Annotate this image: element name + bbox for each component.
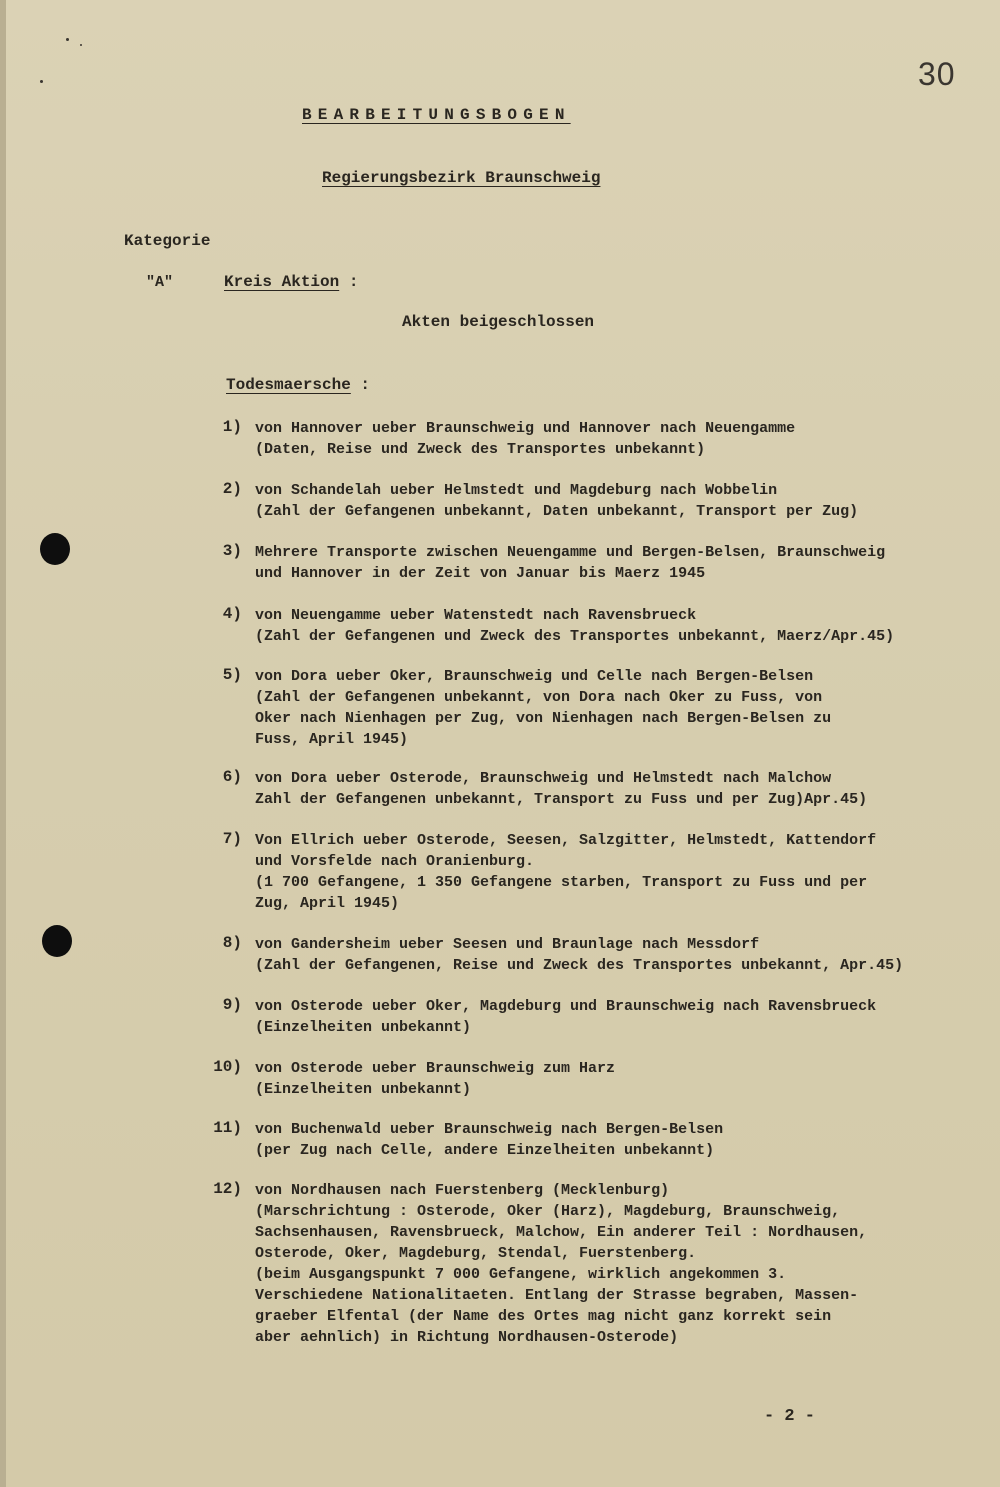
list-item-line: von Schandelah ueber Helmstedt und Magdeburg nach Wobbelin — [255, 482, 778, 499]
list-item-line: Von Ellrich ueber Osterode, Seesen, Salzgitter, Helmstedt, Kattendorf — [255, 832, 877, 849]
section-title-text: Todesmaersche — [226, 376, 351, 394]
kategorie-value: "A" — [146, 274, 174, 291]
page-edge-shadow — [0, 0, 6, 1487]
list-item-number: 10) — [213, 1058, 242, 1076]
list-item-line: graeber Elfental (der Name des Ortes mag nicht ganz korrekt sein — [255, 1308, 832, 1325]
list-item-number: 8) — [222, 934, 242, 952]
list-item-line: und Hannover in der Zeit von Januar bis Maerz 1945 — [255, 565, 706, 582]
list-item-line: Osterode, Oker, Magdeburg, Stendal, Fuerstenberg. — [255, 1245, 697, 1262]
list-item-line: von Buchenwald ueber Braunschweig nach Bergen-Belsen — [255, 1121, 724, 1138]
list-item-number: 11) — [213, 1119, 242, 1137]
list-item-line: (Zahl der Gefangenen, Reise und Zweck des Transportes unbekannt, Apr.45) — [255, 957, 904, 974]
list-item-line: (per Zug nach Celle, andere Einzelheiten unbekannt) — [255, 1142, 715, 1159]
list-item-line: (Zahl der Gefangenen und Zweck des Transportes unbekannt, Maerz/Apr.45) — [255, 628, 895, 645]
list-item-line: von Dora ueber Osterode, Braunschweig und Helmstedt nach Malchow — [255, 770, 832, 787]
list-item-number: 4) — [222, 605, 242, 623]
kategorie-label: Kategorie — [124, 232, 211, 250]
paper-speck — [66, 38, 69, 41]
list-item-number: 7) — [222, 830, 242, 848]
list-item-line: (Daten, Reise und Zweck des Transportes unbekannt) — [255, 441, 706, 458]
list-item-line: von Osterode ueber Oker, Magdeburg und Braunschweig nach Ravensbrueck — [255, 998, 877, 1015]
list-item-line: (1 700 Gefangene, 1 350 Gefangene starben, Transport zu Fuss und per — [255, 874, 868, 891]
list-item-number: 12) — [213, 1180, 242, 1198]
list-item-number: 9) — [222, 996, 242, 1014]
section-title-colon: : — [350, 376, 371, 394]
list-item-line: von Dora ueber Oker, Braunschweig und Celle nach Bergen-Belsen — [255, 668, 814, 685]
kreis-aktion-label — [224, 273, 358, 291]
list-item-line: Mehrere Transporte zwischen Neuengamme und Bergen-Belsen, Braunschweig — [255, 544, 886, 561]
list-item-number: 1) — [222, 418, 242, 436]
list-item-line: Oker nach Nienhagen per Zug, von Nienhagen nach Bergen-Belsen zu — [255, 710, 832, 727]
list-item-line: von Gandersheim ueber Seesen und Braunlage nach Messdorf — [255, 936, 760, 953]
list-item-number: 3) — [222, 542, 242, 560]
paper-speck — [80, 44, 82, 46]
list-item-line: Zahl der Gefangenen unbekannt, Transport zu Fuss und per Zug)Apr.45) — [255, 791, 868, 808]
kreis-aktion-text: Kreis Aktion — [224, 273, 340, 291]
section-title — [226, 376, 370, 394]
document-heading: BEARBEITUNGSBOGEN — [302, 106, 571, 124]
list-item-line: und Vorsfelde nach Oranienburg. — [255, 853, 535, 870]
list-item-line: (Zahl der Gefangenen unbekannt, Daten unbekannt, Transport per Zug) — [255, 503, 859, 520]
page-number: 30 — [918, 56, 956, 92]
list-item-line: von Osterode ueber Braunschweig zum Harz — [255, 1060, 616, 1077]
list-item-line: aber aehnlich) in Richtung Nordhausen-Osterode) — [255, 1329, 679, 1346]
akten-note: Akten beigeschlossen — [402, 313, 595, 331]
list-item-line: (Einzelheiten unbekannt) — [255, 1081, 472, 1098]
kreis-aktion-colon: : — [339, 273, 359, 291]
list-item-line: von Hannover ueber Braunschweig und Hannover nach Neuengamme — [255, 420, 796, 437]
list-item-number: 2) — [222, 480, 242, 498]
list-item-line: Sachsenhausen, Ravensbrueck, Malchow, Ein anderer Teil : Nordhausen, — [255, 1224, 868, 1241]
list-item-number: 6) — [222, 768, 242, 786]
list-item-line: (Einzelheiten unbekannt) — [255, 1019, 472, 1036]
list-item-line: Zug, April 1945) — [255, 895, 400, 912]
list-item-line: von Nordhausen nach Fuerstenberg (Mecklenburg) — [255, 1182, 670, 1199]
list-item-line: (Marschrichtung : Osterode, Oker (Harz), Magdeburg, Braunschweig, — [255, 1203, 841, 1220]
paper-speck — [40, 80, 43, 83]
list-item-line: Verschiedene Nationalitaeten. Entlang der Strasse begraben, Massen- — [255, 1287, 859, 1304]
list-item-line: (beim Ausgangspunkt 7 000 Gefangene, wirklich angekommen 3. — [255, 1266, 787, 1283]
list-item-number: 5) — [222, 666, 242, 684]
list-item-line: Fuss, April 1945) — [255, 731, 409, 748]
document-subheading: Regierungsbezirk Braunschweig — [322, 169, 601, 187]
list-item-line: (Zahl der Gefangenen unbekannt, von Dora nach Oker zu Fuss, von — [255, 689, 823, 706]
list-item-line: von Neuengamme ueber Watenstedt nach Ravensbrueck — [255, 607, 697, 624]
punch-hole — [40, 533, 70, 565]
footer-page-marker: - 2 - — [764, 1407, 816, 1426]
punch-hole — [42, 925, 72, 957]
